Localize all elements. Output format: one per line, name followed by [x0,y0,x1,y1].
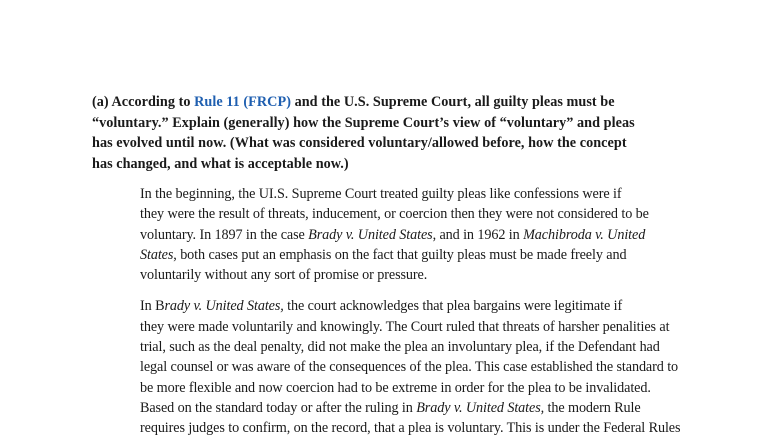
question-line-1 [92,92,692,113]
rule-11-link[interactable]: Rule 11 (FRCP) [194,94,291,110]
question-line-2: “voluntary.” Explain (generally) how the Supreme Court’s view of “voluntary” and pleas [92,114,635,131]
p1-line-4-text: , both cases put an emphasis on the fact that guilty pleas must be made freely and [173,246,627,263]
p1-line-3-text-c: , and in 1962 in [432,226,524,243]
p1-line-1: In the beginning, the UI.S. Supreme Court treated guilty pleas like confessions were if [140,186,622,202]
case-name-machibroda-end: States [140,246,174,263]
p2-line-5: be more flexible and now coercion had to be extreme in order for the plea to be invalidated. [140,379,651,396]
document-body [92,92,692,439]
p2-line-4: legal counsel or was aware of the consequences of the plea. This case established the standard to [140,359,679,376]
case-name-brady: Brady v. United States, [416,399,545,416]
p2-line-6-text-c: the modern Rule [544,399,641,416]
question-line-3: has evolved until now. (What was considered voluntary/allowed before, how the concept [92,135,627,151]
p2-line-6 [92,398,692,418]
case-name-machibroda: Machibroda v. United [523,226,646,243]
p2-line-1 [92,296,692,316]
p2-line-6-text-a: Based on the standard today or after the ruling in [140,399,417,416]
p1-line-5: voluntarily without any sort of promise or pressure. [140,267,428,284]
question-prefix: (a) According to [92,94,195,110]
p2-line-2: they were made voluntarily and knowingly. The Court ruled that threats of harsher penalities at [140,318,670,335]
p2-line-7: requires judges to confirm, on the record, that a plea is voluntary. This is under the Federal Rules [140,420,681,437]
question-heading [92,92,692,174]
answer-paragraph-1 [92,184,692,285]
question-line-4: has changed, and what is acceptable now.) [92,155,349,172]
p1-line-4 [92,245,692,265]
answer-paragraph-2 [92,296,692,438]
p2-line-1-text-a: In B [140,298,165,315]
case-name-brady: rady v. United States, [164,298,284,315]
p1-line-3-text-a: voluntary. In 1897 in the case [140,226,309,243]
p1-line-2: they were the result of threats, inducement, or coercion then they were not considered to be [140,206,649,223]
p1-line-3 [92,225,692,245]
p2-line-1-text-c: the court acknowledges that plea bargains were legitimate if [283,298,623,315]
question-line-1-rest: and the U.S. Supreme Court, all guilty pleas must be [290,94,615,110]
case-name-brady: Brady v. United States [308,226,433,243]
p2-line-3: trial, such as the deal penalty, did not make the plea an involuntary plea, if the Defendant had [140,339,660,356]
